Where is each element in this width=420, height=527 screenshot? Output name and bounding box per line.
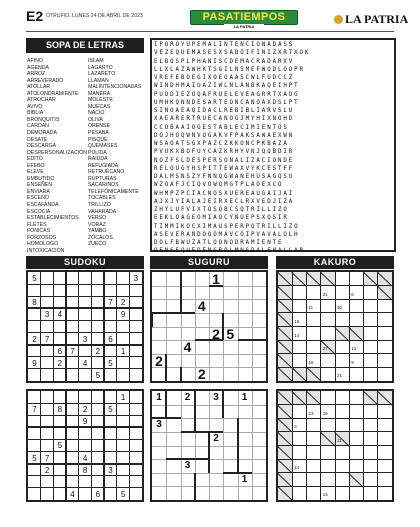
- word-list-item: ENVIARA: [27, 188, 50, 195]
- word-list-item: TELEFÓNICAMENTE: [88, 188, 139, 195]
- word-list-item: ESCAFANDA: [27, 202, 59, 209]
- kakuro-block-cell: [321, 272, 335, 286]
- sopa-title: SOPA DE LETRAS: [26, 38, 144, 53]
- grid-row: VEZEQUEMASESXSABOIFINIZXRTXOK: [154, 50, 311, 57]
- grid-row: ASEVERANDOOOMAVCOIPVAVALOLH: [154, 231, 300, 238]
- word-list-item: CARDAN: [27, 123, 49, 130]
- sudoku-given-digit: 2: [44, 465, 50, 475]
- word-list-item: BRONQUITIS: [27, 116, 60, 123]
- word-list-item: HOMOLOGO: [27, 241, 59, 248]
- section-logo-sub: LA PATRIA: [224, 24, 264, 29]
- kakuro-clue-number: 27: [322, 346, 328, 352]
- sudoku-given-digit: 5: [32, 274, 37, 283]
- kakuro-block-cell: [378, 391, 392, 405]
- grid-line-vertical: [363, 391, 364, 500]
- word-list-item: FORZOSOS: [27, 234, 57, 241]
- suguru-given-digit: 2: [197, 366, 206, 383]
- brand: [334, 12, 408, 27]
- sudoku-given-digit: 1: [120, 393, 126, 402]
- kakuro-clue-diagonal: [278, 299, 293, 313]
- suguru-given-digit: 1: [241, 473, 248, 485]
- sudoku-given-digit: 2: [57, 358, 63, 368]
- grid-line-horizontal: [278, 353, 392, 354]
- grid-row: DOJHOQWNVQGAKVFPAKSAWAEXWN: [154, 132, 295, 139]
- sudoku-given-digit: 2: [120, 298, 126, 308]
- word-list-item: ATOLLAR: [27, 84, 51, 91]
- suguru-grid-1: [150, 270, 268, 383]
- sudoku-given-digit: 2: [32, 334, 37, 344]
- suguru-given-digit: 2: [212, 325, 220, 342]
- letter-grid: [150, 38, 396, 255]
- kakuro-clue-diagonal: [320, 432, 335, 446]
- kakuro-clue-number: 16: [294, 318, 300, 324]
- word-list-item: MUÉCAS: [88, 103, 111, 110]
- kakuro-grid-1: [276, 270, 394, 383]
- grid-row: AJXJYIÁLAJEIRXECLRXVEDJIZA: [154, 198, 295, 205]
- region-border-vertical: [180, 367, 182, 381]
- kakuro-clue-diagonal: [278, 446, 293, 460]
- grid-line-vertical: [377, 272, 378, 381]
- word-list-item: ORENSE: [88, 123, 110, 130]
- grid-line-vertical: [349, 391, 350, 500]
- kakuro-block-cell: [349, 327, 363, 341]
- kakuro-clue-diagonal: [278, 473, 293, 487]
- word-list-item: ATROCHAR: [27, 97, 56, 104]
- word-list-item: ARROZ: [27, 71, 46, 78]
- region-border-horizontal: [152, 312, 195, 314]
- sudoku-given-digit: 3: [82, 334, 88, 344]
- sudoku-given-digit: 5: [32, 453, 37, 463]
- grid-line-horizontal: [278, 486, 392, 487]
- suguru-given-digit: 1: [241, 392, 248, 403]
- kakuro-clue-number: 9: [351, 359, 354, 365]
- kakuro-clue-diagonal: [349, 327, 364, 341]
- grid-line-vertical: [377, 391, 378, 500]
- word-list-item: EFEBO: [27, 162, 45, 169]
- word-list-item: AVIVO: [27, 103, 43, 110]
- word-list-item: BIBLIA: [27, 110, 44, 117]
- word-list-item: PISQUE: [88, 136, 108, 143]
- word-list-item: ELEVE: [27, 169, 44, 176]
- word-list-item: EMBUTIDO: [27, 175, 55, 182]
- word-list-item: TOCABLES: [88, 195, 116, 202]
- kakuro-clue-diagonal: [349, 473, 364, 487]
- sudoku-given-digit: 5: [57, 441, 63, 451]
- section-logo-word: PASATIEMPOS: [190, 10, 298, 25]
- kakuro-clue-diagonal: [278, 391, 293, 405]
- kakuro-block-cell: [321, 432, 335, 446]
- kakuro-clue-number: 24: [308, 410, 314, 416]
- kakuro-clue-diagonal: [278, 272, 293, 286]
- kakuro-clue-number: 15: [322, 492, 328, 498]
- suguru-given-digit: 1: [212, 271, 220, 287]
- grid-row: ZHYLUFVIXTOSOBCSQTRILLIZO: [154, 207, 289, 213]
- word-list-item: INTOXICACIÓN: [27, 247, 65, 254]
- kakuro-clue-number: 13: [351, 346, 357, 352]
- word-list-item: RAÍUDA: [88, 156, 108, 163]
- word-list-item: DESCARGA: [27, 143, 57, 150]
- kakuro-block-cell: [307, 391, 321, 405]
- grid-row: DOLFBWUZATLOONODRAMIENTE: [154, 240, 284, 246]
- grid-line-horizontal: [278, 326, 392, 327]
- grid-row: PVUKXBOFUYCAZKRHYVNJQQBDIR: [154, 149, 295, 156]
- kakuro-block-cell: [278, 391, 292, 405]
- word-list-item: LAGARTO: [88, 64, 113, 71]
- grid-line-vertical: [363, 272, 364, 381]
- word-list-item: FONICAS: [27, 228, 51, 235]
- grid-row: XAEARERTRUÉCANOGJMYHIXNOHD: [154, 116, 295, 123]
- grid-row: SINOAEAQIDACLREBIBLIARVSLU: [154, 108, 295, 114]
- grid-row: WHMPZPCIÁCNOSXUEREAUGAIJAI: [154, 190, 295, 197]
- suguru-given-digit: 5: [226, 325, 235, 342]
- sudoku-given-digit: 5: [95, 370, 101, 380]
- sudoku-given-digit: 1: [120, 346, 126, 356]
- grid-row: PUODIEZOQAFRUELEVEAGRRTXAOG: [154, 91, 300, 98]
- sudoku-given-digit: 7: [44, 334, 50, 344]
- kakuro-block-cell: [278, 299, 292, 313]
- kakuro-block-cell: [278, 340, 292, 354]
- sudoku-given-digit: 3: [108, 465, 113, 475]
- kakuro-block-cell: [307, 367, 321, 381]
- word-list-item: REFUGIADA: [88, 162, 119, 169]
- kakuro-block-cell: [278, 486, 292, 500]
- kakuro-block-cell: [364, 391, 378, 405]
- grid-row: ELBOSPLPHANISCDEMACRADARXV: [154, 58, 295, 65]
- word-list-item: ENSEÑEN: [27, 182, 53, 189]
- grid-line-vertical: [129, 391, 130, 500]
- kakuro-block-cell: [378, 272, 392, 286]
- kakuro-clue-number: 16: [322, 410, 328, 416]
- sudoku-given-digit: 9: [120, 310, 126, 320]
- word-list-item: EDITO: [27, 156, 43, 163]
- kakuro-clue-number: 30: [337, 305, 342, 311]
- brand-sun-icon: [334, 15, 343, 24]
- kakuro-block-cell: [278, 405, 292, 419]
- word-list-item: OLIVA: [88, 116, 103, 123]
- word-list-item: RUPTURAS: [88, 175, 117, 182]
- word-list-item: NACIO: [88, 110, 105, 117]
- word-list-item: VORAZ: [88, 221, 106, 228]
- kakuro-clue-diagonal: [306, 391, 321, 405]
- sudoku-given-digit: 5: [108, 358, 113, 368]
- word-list-item: MOLESTE: [88, 97, 113, 104]
- grid-line-vertical: [349, 272, 350, 381]
- sudoku-given-digit: 7: [70, 346, 75, 356]
- grid-row: VREFEBOEGIXOEÓAASCWLFUDCCZ: [154, 75, 295, 81]
- word-list-item: ESTABLECIMIENTOS: [27, 215, 79, 222]
- sudoku-given-digit: 2: [82, 405, 88, 415]
- kakuro-block-cell: [278, 313, 292, 327]
- word-list-item: FLETES: [27, 221, 47, 228]
- suguru-given-digit: 1: [156, 392, 162, 403]
- grid-row: CCOBAAIOGESTABLECIMIENTOS: [154, 124, 289, 131]
- grid-line-vertical: [252, 272, 253, 381]
- grid-line-horizontal: [278, 367, 392, 368]
- grid-row: WZOAFJCIQVOWQMGTPLAOEXCO: [154, 182, 284, 189]
- kakuro-block-cell: [364, 272, 378, 286]
- word-list-item: LLAMAN: [88, 77, 109, 84]
- kakuro-block-cell: [278, 432, 292, 446]
- suguru-given-digit: 2: [155, 352, 163, 369]
- grid-row: TIMMIKOCXIMAUSPERPQTRILLIZO: [154, 223, 300, 230]
- sudoku-given-digit: 3: [44, 310, 50, 320]
- grid-line-horizontal: [278, 445, 392, 446]
- grid-line-vertical: [129, 272, 130, 381]
- sudoku-given-digit: 9: [82, 417, 88, 427]
- grid-row: WINDHMAIUAZIWLNLANBKAQEIHPT: [154, 83, 300, 90]
- kakuro-clue-diagonal: [278, 432, 293, 446]
- kakuro-clue-diagonal: [278, 367, 293, 381]
- word-list-item: AGENDA: [27, 64, 49, 71]
- kakuro-grid-2: [276, 389, 394, 502]
- word-list-item: QUEMASES: [88, 143, 118, 150]
- kakuro-block-cell: [307, 272, 321, 286]
- grid-row: IPOROYUPEMALINTENCIONADASS: [154, 42, 295, 48]
- word-list-item: YAMBO: [88, 228, 107, 235]
- word-list-item: ESCOCIA: [27, 208, 51, 215]
- grid-line-horizontal: [28, 284, 142, 285]
- suguru-title: SUGURU: [150, 256, 268, 269]
- word-list-item: VERSO: [88, 215, 107, 222]
- sudoku-given-digit: 2: [95, 346, 101, 356]
- word-list-item: DESPERSONALIZACIÓN: [27, 149, 87, 156]
- suguru-given-digit: 2: [184, 392, 191, 403]
- kakuro-block-cell: [278, 446, 292, 460]
- kakuro-block-cell: [278, 286, 292, 300]
- page-header: [0, 0, 420, 32]
- kakuro-clue-diagonal: [320, 272, 335, 286]
- kakuro-clue-number: 14: [294, 332, 300, 338]
- kakuro-block-cell: [278, 327, 292, 341]
- suguru-given-digit: 2: [213, 432, 219, 444]
- sudoku-given-digit: 8: [32, 298, 37, 308]
- grid-line-horizontal: [152, 354, 266, 355]
- kakuro-clue-diagonal: [278, 486, 293, 500]
- kakuro-clue-diagonal: [377, 286, 392, 300]
- sudoku-given-digit: 7: [108, 298, 113, 308]
- sudoku-title: SUDOKU: [26, 256, 144, 269]
- word-list-item: VAHARADA: [88, 208, 117, 215]
- word-list-item: ATOLONDRAMIENTE: [27, 90, 79, 97]
- kakuro-clue-diagonal: [306, 272, 321, 286]
- kakuro-clue-diagonal: [292, 367, 307, 381]
- grid-line-horizontal: [28, 439, 142, 440]
- sudoku-grid-1: [26, 270, 144, 383]
- word-list-item: SACARINOS: [88, 182, 119, 189]
- kakuro-block-cell: [278, 418, 292, 432]
- kakuro-clue-number: 3: [294, 424, 297, 430]
- kakuro-clue-diagonal: [278, 418, 293, 432]
- grid-row: OENSEQUEDENGBOLMNSDALEHALLAR: [154, 248, 305, 255]
- word-list-item: TRILLIZO: [88, 202, 111, 209]
- suguru-given-digit: 3: [184, 460, 191, 472]
- kakuro-block-cell: [278, 272, 292, 286]
- kakuro-clue-number: 21: [337, 373, 342, 379]
- sudoku-given-digit: 8: [82, 465, 88, 475]
- sudoku-grid-2: [26, 389, 144, 502]
- word-list-item: ESCENO: [27, 195, 49, 202]
- suguru-grid-2: [150, 389, 268, 502]
- suguru-given-digit: 4: [197, 298, 206, 315]
- word-list-right: [88, 58, 141, 248]
- word-list-item: ISLAM: [88, 58, 104, 64]
- word-list-item: PULIDA: [88, 149, 107, 156]
- sudoku-given-digit: 7: [44, 453, 50, 463]
- kakuro-block-cell: [349, 473, 363, 487]
- kakuro-block-cell: [278, 354, 292, 368]
- grid-row: LLXLAZAWHKTSGILNSMEFWODLOOPR: [154, 66, 305, 73]
- grid-row: WSAOATSGXPAZCZKKONCPKBAZA: [154, 141, 289, 147]
- region-border-vertical: [180, 272, 182, 313]
- kakuro-clue-diagonal: [306, 367, 321, 381]
- sudoku-given-digit: 4: [57, 310, 63, 320]
- word-list-item: MANERA: [88, 90, 111, 97]
- word-list-item: DESATE: [27, 136, 48, 143]
- word-list-item: LAZARETO: [88, 71, 116, 78]
- kakuro-clue-diagonal: [278, 354, 293, 368]
- kakuro-clue-diagonal: [377, 391, 392, 405]
- word-list-item: PESABA: [88, 130, 109, 137]
- sudoku-given-digit: 7: [32, 405, 37, 415]
- grid-row: EEKLOAGEOMIAOCYNUEPSXQSIR: [154, 215, 289, 222]
- grid-row: RELOUGYHSPITTEWAXVYKCESTFF: [154, 165, 295, 172]
- grid-row: UMHKQNNDESARTEONCAÑOAXDSLPT: [154, 99, 300, 106]
- kakuro-clue-diagonal: [278, 459, 293, 473]
- grid-line-horizontal: [278, 472, 392, 473]
- page-number: E2: [26, 8, 44, 24]
- sudoku-given-digit: 4: [82, 453, 88, 463]
- sudoku-given-digit: 5: [120, 489, 126, 499]
- kakuro-block-cell: [278, 459, 292, 473]
- kakuro-block-cell: [378, 286, 392, 300]
- sudoku-given-digit: 6: [95, 489, 101, 499]
- word-list-item: ZUECO: [88, 241, 107, 248]
- sudoku-given-digit: 6: [57, 346, 63, 356]
- kakuro-block-cell: [278, 367, 292, 381]
- kakuro-clue-diagonal: [278, 286, 293, 300]
- region-border-horizontal: [238, 339, 269, 341]
- region-border-vertical: [237, 418, 239, 473]
- grid-line-horizontal: [278, 459, 392, 460]
- kakuro-block-cell: [335, 327, 349, 341]
- suguru-given-digit: 3: [213, 392, 219, 403]
- kakuro-clue-diagonal: [278, 327, 293, 341]
- region-border-vertical: [151, 313, 153, 327]
- kakuro-block-cell: [278, 473, 292, 487]
- word-list-item: RETRUÉCANO: [88, 169, 125, 176]
- kakuro-clue-diagonal: [377, 272, 392, 286]
- kakuro-clue-number: 11: [308, 305, 314, 311]
- sudoku-given-digit: 9: [32, 358, 37, 368]
- word-list-item: ARREVERADO: [27, 77, 64, 84]
- kakuro-clue-number: 11: [337, 437, 342, 443]
- kakuro-clue-number: 16: [308, 359, 314, 365]
- kakuro-block-cell: [292, 391, 306, 405]
- kakuro-clue-diagonal: [363, 391, 378, 405]
- dateline: OTRUFIO, LUNES 24 DE ABRIL DE 2023: [46, 13, 143, 19]
- sudoku-given-digit: 4: [82, 358, 88, 368]
- kakuro-block-cell: [292, 367, 306, 381]
- section-logo: [190, 10, 298, 32]
- sudoku-given-digit: 6: [108, 334, 113, 344]
- word-list-left: [27, 58, 87, 254]
- brand-label: LA PATRIA: [345, 12, 409, 26]
- sudoku-given-digit: 5: [108, 405, 113, 415]
- sudoku-given-digit: 8: [57, 405, 63, 415]
- kakuro-clue-diagonal: [335, 327, 350, 341]
- kakuro-clue-number: 14: [294, 465, 300, 471]
- kakuro-clue-diagonal: [292, 391, 307, 405]
- kakuro-block-cell: [292, 272, 306, 286]
- kakuro-clue-diagonal: [292, 272, 307, 286]
- grid-line-horizontal: [278, 340, 392, 341]
- kakuro-clue-number: 21: [322, 291, 328, 297]
- suguru-given-digit: 4: [183, 339, 192, 356]
- region-border-vertical: [194, 473, 196, 500]
- kakuro-clue-diagonal: [278, 313, 293, 327]
- grid-row: DALMSNSZYFNNQGWANEHUSAGQSU: [154, 174, 295, 180]
- kakuro-title: KAKURO: [276, 256, 394, 269]
- kakuro-clue-number: 6: [351, 291, 354, 297]
- kakuro-clue-diagonal: [278, 340, 293, 354]
- grid-row: NOZFSLDESPERSONALIZACIÓNDE: [154, 157, 295, 164]
- sudoku-given-digit: 4: [70, 489, 75, 499]
- kakuro-clue-diagonal: [363, 272, 378, 286]
- header-rule: [26, 31, 394, 32]
- word-list-item: AFINO: [27, 58, 43, 64]
- suguru-given-digit: 3: [156, 419, 162, 431]
- word-list-item: ZÓCALOS: [88, 234, 113, 241]
- word-list-item: MALINTENCIONADAS: [88, 84, 142, 91]
- word-list-item: DEMORADA: [27, 130, 57, 137]
- sudoku-given-digit: 3: [133, 274, 139, 283]
- kakuro-clue-diagonal: [278, 405, 293, 419]
